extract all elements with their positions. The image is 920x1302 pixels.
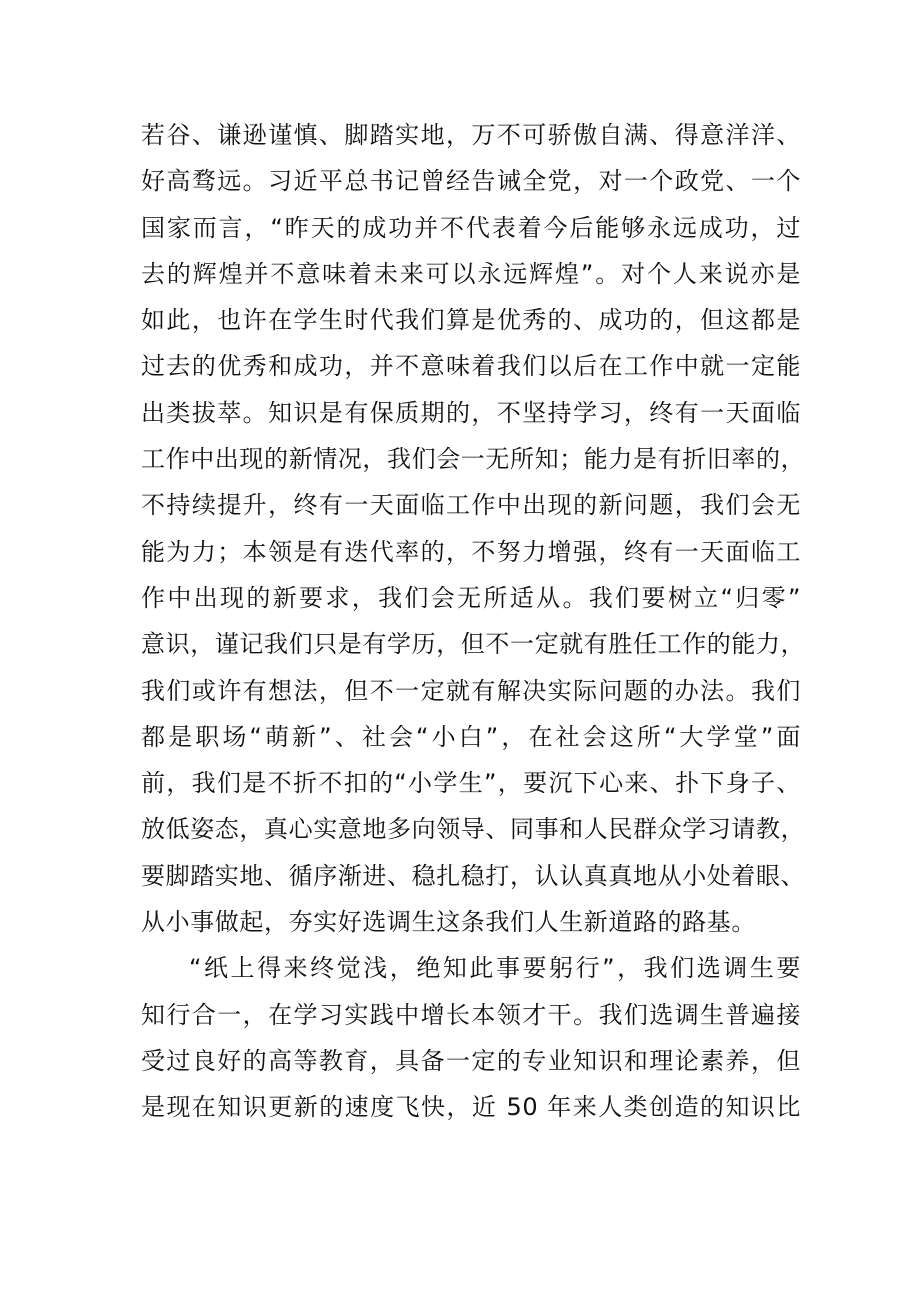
text-line: 出类拔萃。知识是有保质期的，不坚持学习，终有一天面临 xyxy=(141,398,801,427)
paragraph-1 xyxy=(141,112,806,945)
text-line: “纸上得来终觉浅，绝知此事要躬行”，我们选调生要 xyxy=(189,954,801,983)
text-line: 作中出现的新要求，我们会无所适从。我们要树立“归零” xyxy=(141,583,801,612)
text-line: 不持续提升，终有一天面临工作中出现的新问题，我们会无 xyxy=(141,491,801,520)
text-line: 意识，谨记我们只是有学历，但不一定就有胜任工作的能力， xyxy=(141,630,806,659)
text-line: 知行合一，在学习实践中增长本领才干。我们选调生普遍接 xyxy=(141,1000,801,1029)
text-line: 我们或许有想法，但不一定就有解决实际问题的办法。我们 xyxy=(141,676,801,705)
text-line: 要脚踏实地、循序渐进、稳扎稳打，认认真真地从小处着眼、 xyxy=(141,861,806,890)
text-line: 是现在知识更新的速度飞快，近 50 年来人类创造的知识比 xyxy=(141,1093,801,1122)
body-text xyxy=(141,112,806,1131)
text-line: 好高骛远。习近平总书记曾经告诫全党，对一个政党、一个 xyxy=(141,167,801,196)
text-line: 能为力；本领是有迭代率的，不努力增强，终有一天面临工 xyxy=(141,537,801,566)
text-line: 国家而言，“昨天的成功并不代表着今后能够永远成功，过 xyxy=(141,213,801,242)
text-line: 前，我们是不折不扣的“小学生”，要沉下心来、扑下身子、 xyxy=(141,769,801,798)
text-line: 放低姿态，真心实意地多向领导、同事和人民群众学习请教， xyxy=(141,815,806,844)
text-line: 去的辉煌并不意味着未来可以永远辉煌”。对个人来说亦是 xyxy=(141,259,801,288)
text-line: 受过良好的高等教育，具备一定的专业知识和理论素养，但 xyxy=(141,1046,801,1075)
text-line: 工作中出现的新情况，我们会一无所知；能力是有折旧率的， xyxy=(141,445,806,474)
paragraph-2 xyxy=(141,945,801,1130)
text-line: 如此，也许在学生时代我们算是优秀的、成功的，但这都是 xyxy=(141,306,801,335)
text-line: 若谷、谦逊谨慎、脚踏实地，万不可骄傲自满、得意洋洋、 xyxy=(141,121,801,149)
text-line: 过去的优秀和成功，并不意味着我们以后在工作中就一定能 xyxy=(141,352,801,381)
text-line: 都是职场“萌新”、社会“小白”，在社会这所“大学堂”面 xyxy=(141,722,801,751)
text-line: 从小事做起，夯实好选调生这条我们人生新道路的路基。 xyxy=(141,908,756,937)
